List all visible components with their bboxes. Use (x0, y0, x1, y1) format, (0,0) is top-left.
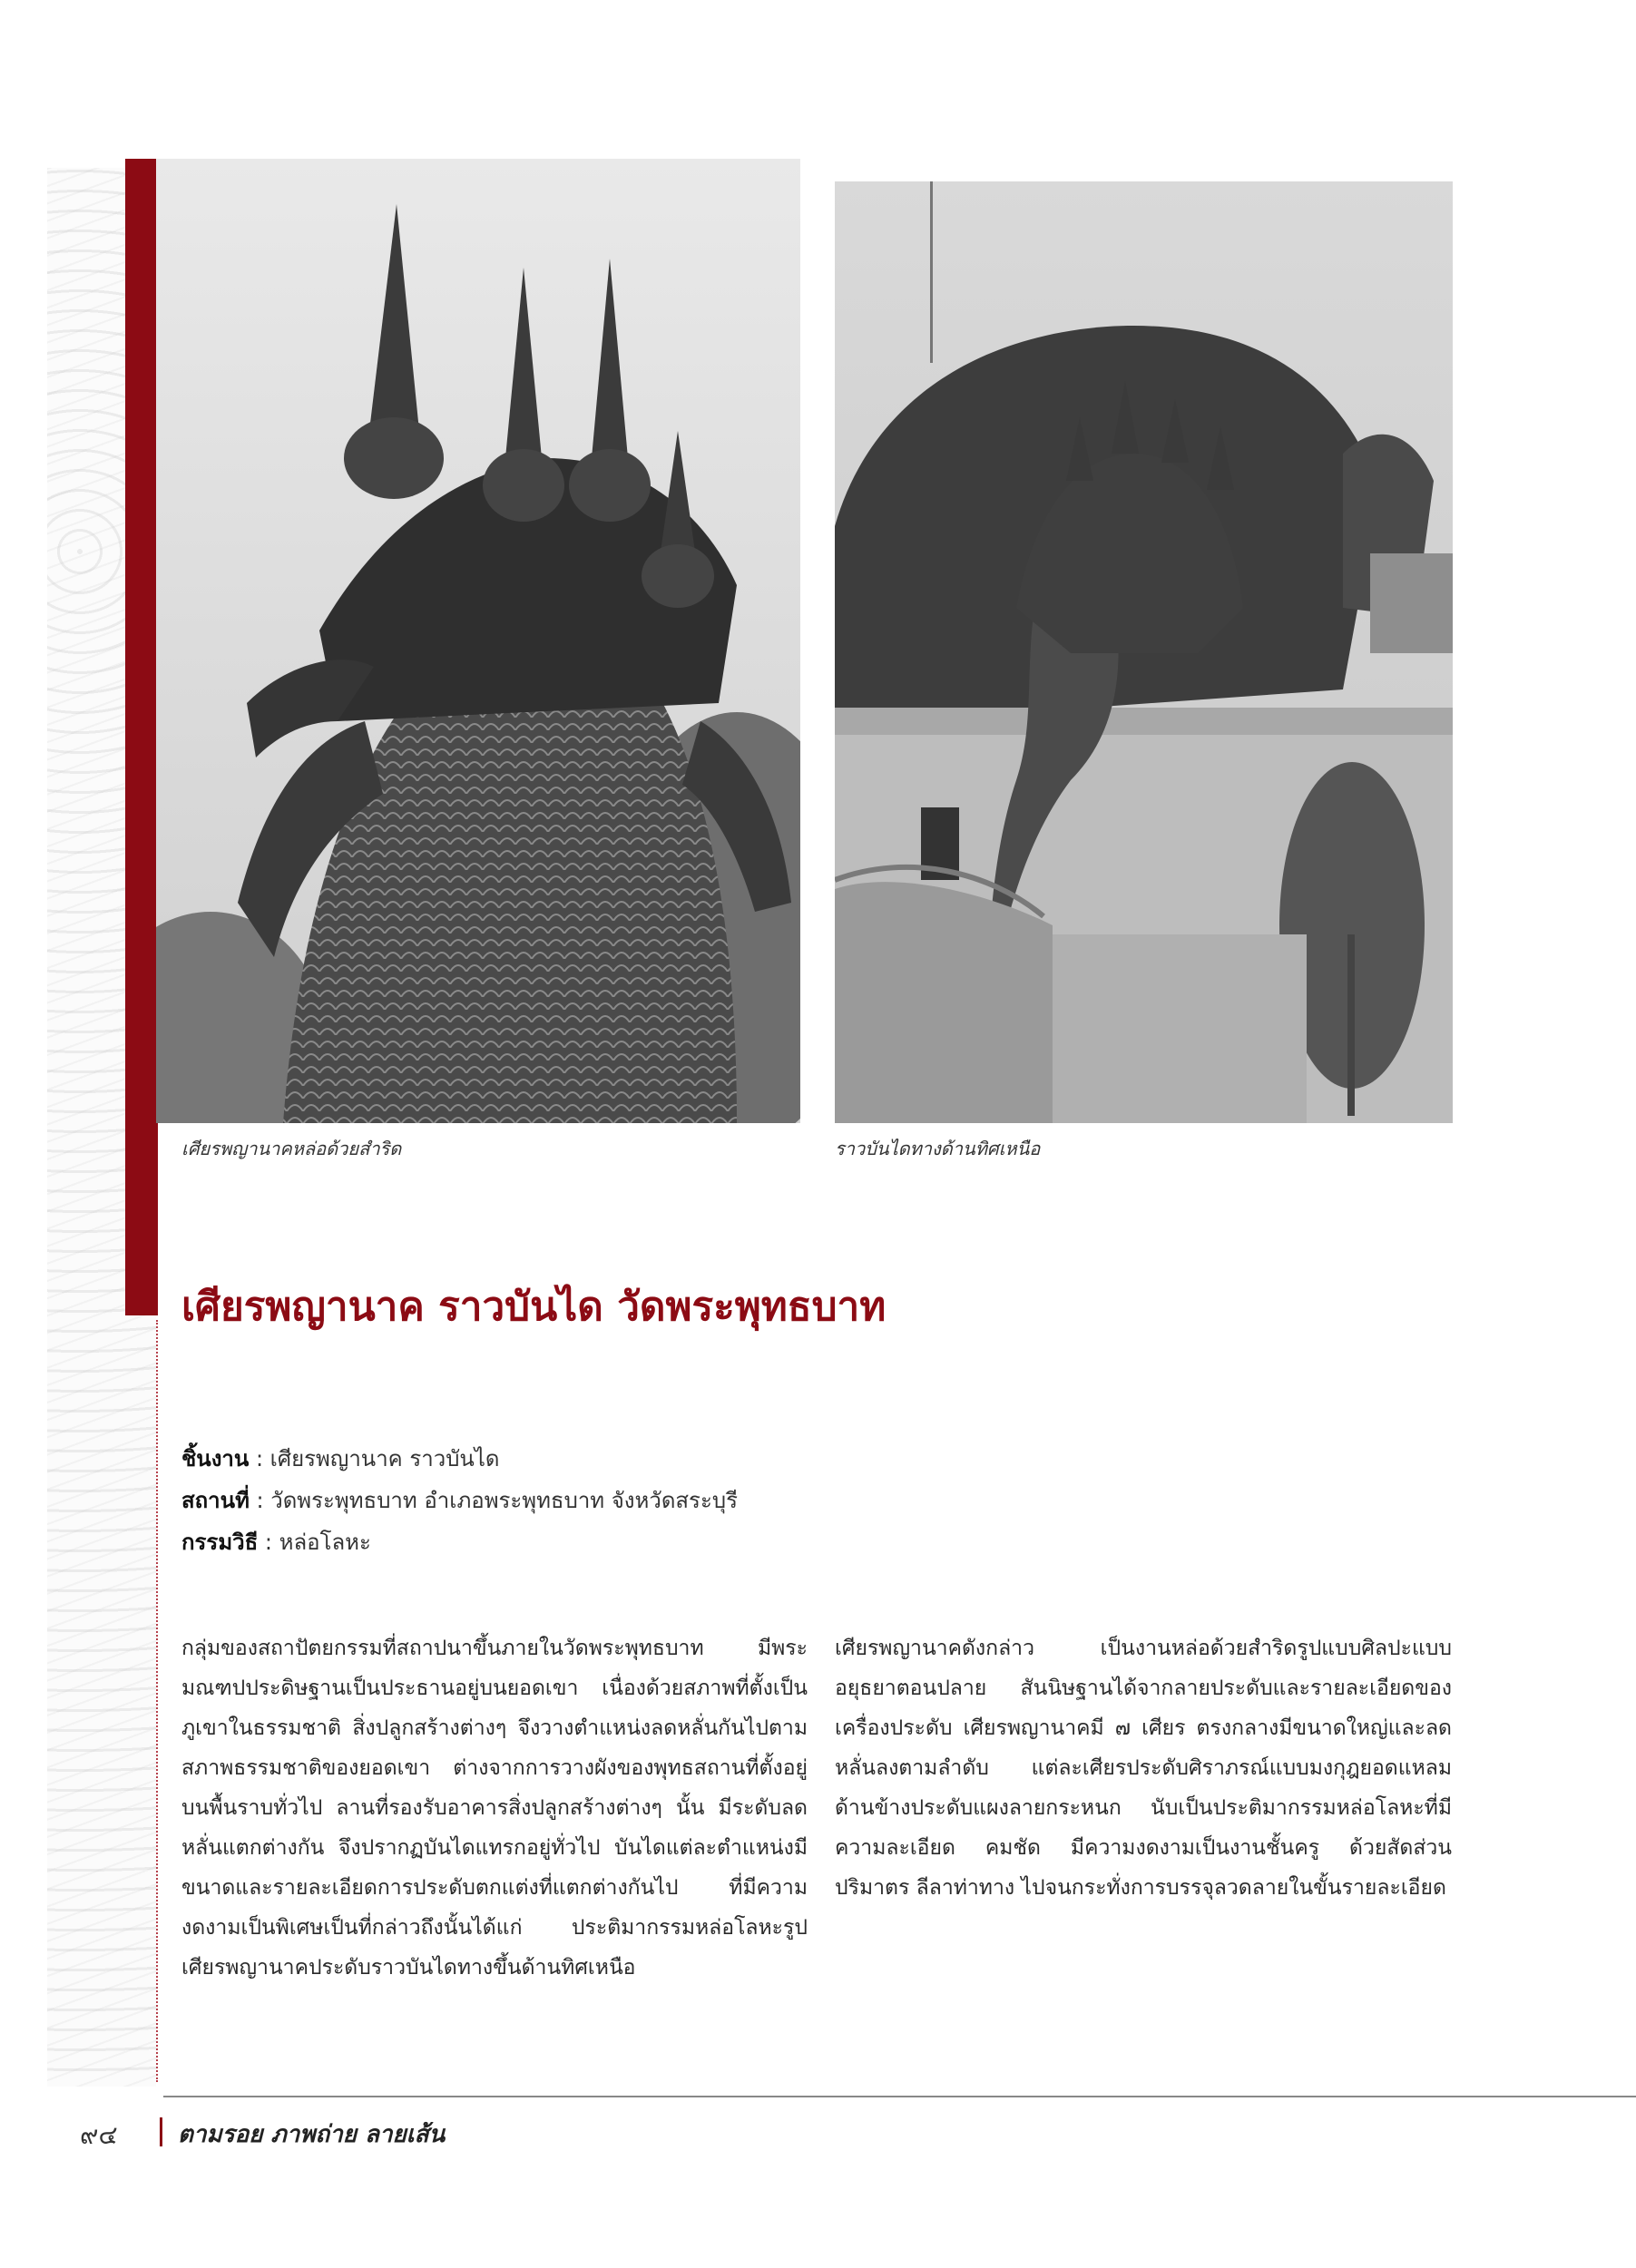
body-paragraph-1: กลุ่มของสถาปัตยกรรมที่สถาปนาขึ้นภายในวัดพระพุทธบาท มีพระมณฑปประดิษฐานเป็นประธานอยู่บนยอดเขา เนื่องด้วยสภาพที่ตั้งเป็นภูเขาในธรรมชาติ สิ่งปลูกสร้างต่างๆ จึงวางตำแหน่งลดหลั่นกันไปตามสภาพธรรมชาติของยอดเขา ต่างจากการวางผังของพุทธสถานที่ตั้งอยู่บนพื้นราบทั่วไป ลานที่รองรับอาคารสิ่งปลูกสร้างต่างๆ นั้น มีระดับลดหลั่นแตกต่างกัน จึงปรากฏบันไดแทรกอยู่ทั่วไป บันไดแต่ละตำแหน่งมีขนาดและรายละเอียดการประดับตกแต่งที่แตกต่างกันไป ที่มีความงดงามเป็นพิเศษเป็นที่กล่าวถึงนั้นได้แก่ ประติมากรรมหล่อโลหะรูปเศียรพญานาคประดับราวบันไดทางขึ้นด้านทิศเหนือ (181, 1637, 808, 1980)
left-photo-caption: เศียรพญานาคหล่อด้วยสำริด (181, 1138, 402, 1159)
naga-head-photo (156, 159, 800, 1123)
info-row-location (181, 1480, 738, 1521)
page-title: เศียรพญานาค ราวบันได วัดพระพุทธบาท (181, 1284, 887, 1330)
body-paragraph-2: เศียรพญานาคดังกล่าว เป็นงานหล่อด้วยสำริดรูปแบบศิลปะแบบอยุธยาตอนปลาย สันนิษฐานได้จากลายประดับและรายละเอียดของเครื่องประดับ เศียรพญานาคมี ๗ เศียร ตรงกลางมีขนาดใหญ่และลดหลั่นลงตามลำดับ แต่ละเศียรประดับศิราภรณ์แบบมงกุฎยอดแหลม ด้านข้างประดับแผงลายกระหนก นับเป็นประติมากรรมหล่อโลหะที่มีความละเอียด คมชัด มีความงดงามเป็นงานชั้นครู ด้วยสัดส่วน ปริมาตร ลีลาท่าทาง ไปจนกระทั่งการบรรจุลวดลายในขั้นรายละเอียด (835, 1637, 1452, 1900)
stair-railing-photo (835, 181, 1453, 1123)
info-value: : หล่อโลหะ (264, 1530, 371, 1555)
footer-separator (160, 2117, 162, 2146)
info-label: ชิ้นงาน (181, 1446, 250, 1471)
info-row-technique (181, 1521, 738, 1563)
page-number: ๙๔ (80, 2120, 118, 2150)
info-label: กรรมวิธี (181, 1530, 259, 1555)
accent-bar (125, 159, 158, 1315)
right-photo-caption: ราวบันไดทางด้านทิศเหนือ (835, 1138, 1041, 1159)
book-title: ตามรอย ภาพถ่าย ลายเส้น (178, 2121, 446, 2148)
info-value: : วัดพระพุทธบาท อำเภอพระพุทธบาท จังหวัดสระบุรี (256, 1488, 738, 1513)
artwork-info (181, 1438, 738, 1563)
info-value: : เศียรพญานาค ราวบันได (255, 1446, 500, 1471)
dotted-divider (156, 1320, 158, 2082)
footer-rule (163, 2096, 1636, 2097)
info-row-work (181, 1438, 738, 1480)
info-label: สถานที่ (181, 1488, 250, 1513)
